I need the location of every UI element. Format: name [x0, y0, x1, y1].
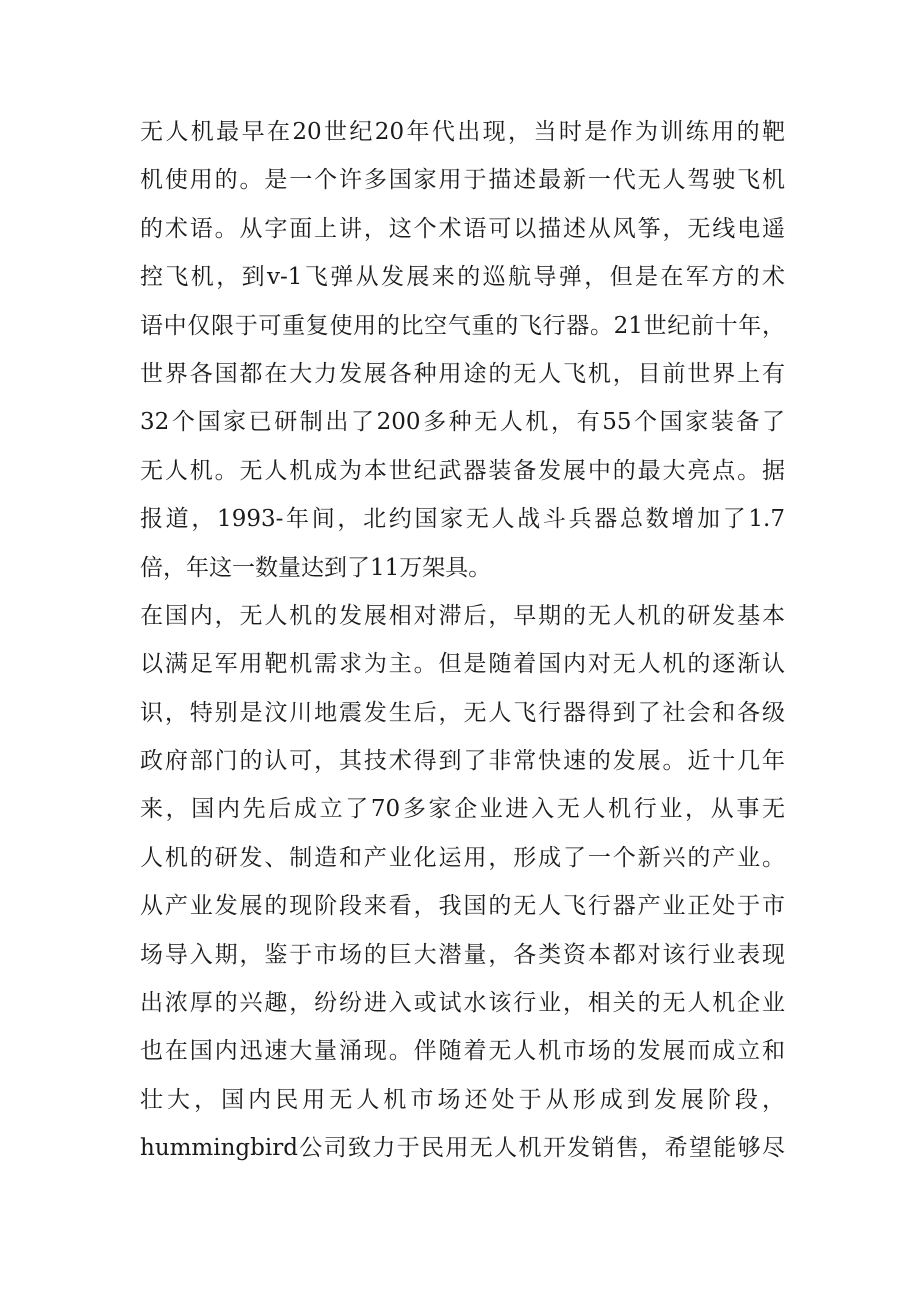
text-line: 来，国内先后成立了70多家企业进入无人机行业，从事无: [140, 796, 785, 823]
text-line: 无人机最早在20世纪20年代出现，当时是作为训练用的靶: [140, 119, 785, 145]
text-line: 出浓厚的兴趣，纷纷进入或试水该行业，相关的无人机企业: [140, 990, 785, 1017]
text-line: hummingbird公司致力于民用无人机开发销售，希望能够尽: [140, 1135, 785, 1162]
text-line: 报道，1993-年间，北约国家无人战斗兵器总数增加了1.7: [140, 506, 785, 533]
text-line: 控飞机，到v-1飞弹从发展来的巡航导弹，但是在军方的术: [140, 264, 785, 291]
text-line: 倍，年这一数量达到了11万架具。: [140, 554, 492, 581]
text-line: 壮大，国内民用无人机市场还处于从形成到发展阶段，: [140, 1086, 785, 1113]
text-line: 机使用的。是一个许多国家用于描述最新一代无人驾驶飞机: [140, 167, 785, 194]
text-line: 在国内，无人机的发展相对滞后，早期的无人机的研发基本: [140, 602, 785, 629]
text-line: 人机的研发、制造和产业化运用，形成了一个新兴的产业。: [140, 844, 785, 871]
body-text: [140, 108, 785, 1173]
text-line: 的术语。从字面上讲，这个术语可以描述从风筝，无线电遥: [140, 215, 785, 242]
text-line: 无人机。无人机成为本世纪武器装备发展中的最大亮点。据: [140, 457, 785, 484]
text-line: 世界各国都在大力发展各种用途的无人飞机，目前世界上有: [140, 360, 785, 387]
text-line: 政府部门的认可，其技术得到了非常快速的发展。近十几年: [140, 748, 785, 775]
text-line: 也在国内迅速大量涌现。伴随着无人机市场的发展而成立和: [140, 1038, 785, 1065]
text-line: 识，特别是汶川地震发生后，无人飞行器得到了社会和各级: [140, 699, 785, 726]
text-line: 从产业发展的现阶段来看，我国的无人飞行器产业正处于市: [140, 893, 785, 920]
text-line: 32个国家已研制出了200多种无人机，有55个国家装备了: [140, 409, 785, 436]
paragraph-2: [140, 592, 785, 1173]
paragraph-1: [140, 108, 785, 592]
text-line: 语中仅限于可重复使用的比空气重的飞行器。21世纪前十年，: [140, 312, 785, 339]
text-line: 场导入期，鉴于市场的巨大潜量，各类资本都对该行业表现: [140, 941, 785, 968]
text-line: 以满足军用靶机需求为主。但是随着国内对无人机的逐渐认: [140, 651, 785, 678]
